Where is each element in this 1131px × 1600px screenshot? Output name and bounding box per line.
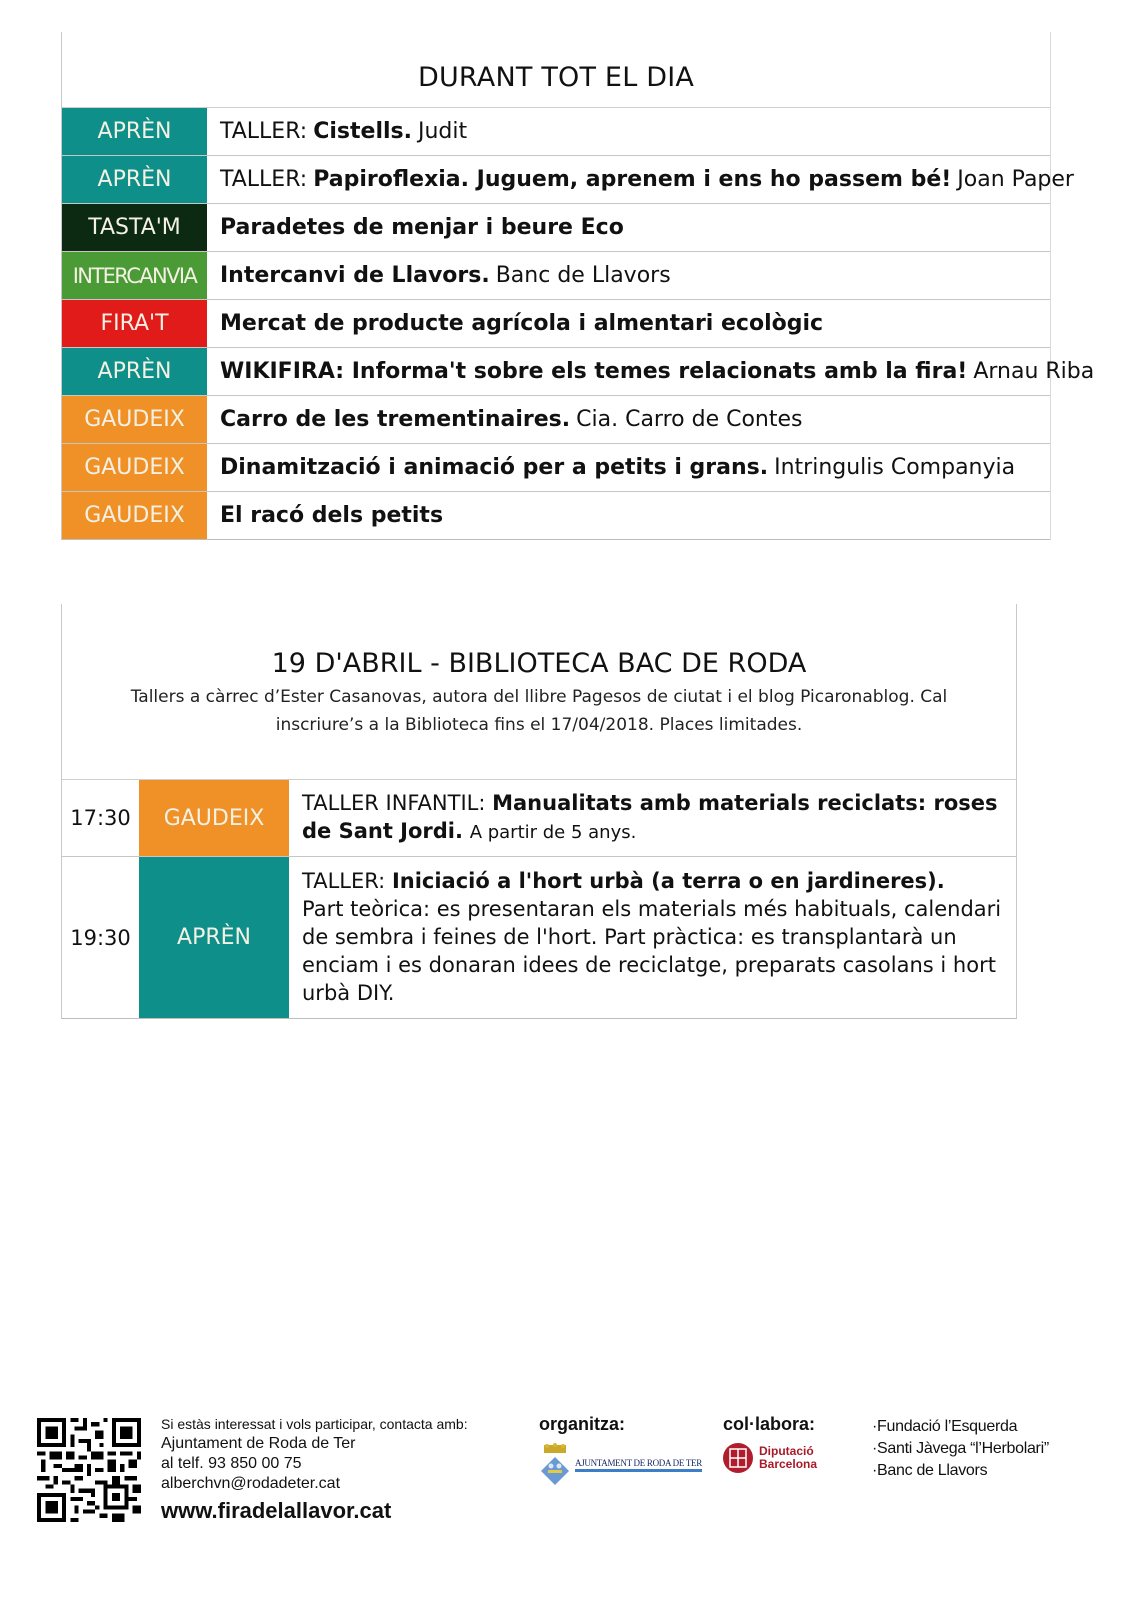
diputacio-logo xyxy=(723,1443,817,1473)
activity-host: Banc de Llavors xyxy=(495,263,671,288)
collaborator-block xyxy=(723,1414,817,1473)
library-header xyxy=(62,604,1016,780)
library-title: 19 D'ABRIL - BIBLIOTECA BAC DE RODA xyxy=(271,648,807,679)
activity-description xyxy=(207,252,1050,299)
activity-title: Dinamització i animació per a petits i grans. xyxy=(220,455,769,480)
schedule-row xyxy=(62,156,1074,204)
activity-prefix: TALLER: xyxy=(220,167,308,192)
category-badge: GAUDEIX xyxy=(139,780,289,856)
organizer-block xyxy=(539,1414,702,1487)
activity-title: Papiroflexia. Juguem, aprenem i ens ho passem bé! xyxy=(313,167,952,192)
library-subtitle-line: Tallers a càrrec d’Ester Casanovas, autora del llibre Pagesos de ciutat i el blog Picaronablog. Cal xyxy=(130,687,948,707)
activity-title: Carro de les trementinaires. xyxy=(220,407,571,432)
partner-item: ·Fundació l’Esquerda xyxy=(872,1418,1018,1435)
qr-code[interactable] xyxy=(37,1418,141,1522)
activity-title: WIKIFIRA: Informa't sobre els temes relacionats amb la fira! xyxy=(220,359,968,384)
category-badge: INTERCANVIA xyxy=(62,252,207,299)
activity-description xyxy=(207,300,1050,347)
ajuntament-logo xyxy=(539,1443,702,1487)
partner-item: ·Banc de Llavors xyxy=(872,1462,988,1479)
schedule-row xyxy=(62,492,1050,540)
activity-title: Paradetes de menjar i beure Eco xyxy=(220,215,624,240)
activity-prefix: TALLER: xyxy=(220,119,308,144)
contact-intro: Si estàs interessat i vols participar, contacta amb: xyxy=(161,1416,468,1432)
activity-host: Judit xyxy=(417,119,468,144)
activity-description xyxy=(207,108,1050,155)
activity-title: Intercanvi de Llavors. xyxy=(220,263,490,288)
activity-title: Iniciació a l'hort urbà (a terra o en jardineres). xyxy=(391,869,945,893)
all-day-title: DURANT TOT EL DIA xyxy=(62,32,1050,108)
activity-description xyxy=(207,444,1050,491)
schedule-row xyxy=(62,348,1095,396)
timed-schedule-row xyxy=(62,857,1016,1018)
library-subtitle xyxy=(62,683,1016,739)
contact-email[interactable]: alberchvn@rodadeter.cat xyxy=(161,1475,341,1492)
diputacio-line1: Diputació xyxy=(759,1444,814,1458)
category-badge: FIRA'T xyxy=(62,300,207,347)
activity-host: Intringulis Companyia xyxy=(774,455,1016,480)
category-badge: GAUDEIX xyxy=(62,396,207,443)
activity-host: Arnau Riba xyxy=(973,359,1095,384)
schedule-row xyxy=(62,204,1050,252)
library-schedule-table xyxy=(61,604,1017,1019)
activity-description xyxy=(207,492,1050,539)
library-subtitle-line: inscriure’s a la Biblioteca fins el 17/04/2018. Places limitades. xyxy=(275,715,803,735)
activity-host: Joan Paper xyxy=(957,167,1074,192)
ajuntament-logo-text: AJUNTAMENT DE RODA DE TER xyxy=(575,1458,702,1472)
schedule-row xyxy=(62,300,1050,348)
website-link[interactable]: www.firadelallavor.cat xyxy=(161,1498,392,1523)
category-badge: GAUDEIX xyxy=(62,492,207,539)
all-day-schedule-table xyxy=(61,32,1095,540)
activity-title: Manualitats amb materials reciclats: roses de Sant Jordi. xyxy=(302,791,998,843)
organitza-label: organitza: xyxy=(539,1414,626,1434)
contact-block xyxy=(161,1414,468,1524)
activity-description xyxy=(289,780,1016,856)
category-badge: APRÈN xyxy=(62,108,207,155)
schedule-row xyxy=(62,252,1050,300)
activity-description xyxy=(207,348,1094,395)
category-badge: APRÈN xyxy=(139,857,289,1018)
activity-description xyxy=(207,204,1050,251)
partner-item: ·Santi Jàvega “l’Herbolari” xyxy=(872,1440,1049,1457)
category-badge: GAUDEIX xyxy=(62,444,207,491)
activity-description xyxy=(207,396,1050,443)
event-time: 19:30 xyxy=(70,925,131,950)
collabora-label: col·labora: xyxy=(723,1414,816,1434)
partners-list xyxy=(872,1416,1049,1482)
contact-organization: Ajuntament de Roda de Ter xyxy=(161,1435,356,1452)
schedule-row xyxy=(62,444,1050,492)
schedule-row xyxy=(62,108,1050,156)
activity-title: Cistells. xyxy=(313,119,412,144)
event-time: 17:30 xyxy=(70,806,131,830)
activity-title: El racó dels petits xyxy=(220,503,444,528)
activity-details: Part teòrica: es presentaran els materials més habituals, calendari de sembra i feines de l'hort. Part pràctica: es transplantarà un enciam i es donaran idees de reciclatge, preparats casolans i hort urbà DIY. xyxy=(302,897,1002,1005)
category-badge: APRÈN xyxy=(62,156,207,203)
diputacio-line2: Barcelona xyxy=(759,1457,818,1471)
coat-of-arms-icon xyxy=(539,1443,571,1487)
diputacio-emblem-icon xyxy=(723,1443,753,1473)
activity-prefix: TALLER: xyxy=(302,869,386,893)
diputacio-logo-text xyxy=(759,1445,817,1471)
activity-host: Cia. Carro de Contes xyxy=(576,407,803,432)
activity-description xyxy=(289,857,1016,1018)
timed-schedule-row xyxy=(62,780,1016,857)
activity-description xyxy=(207,156,1074,203)
activity-note: A partir de 5 anys. xyxy=(469,822,637,843)
activity-prefix: TALLER INFANTIL: xyxy=(302,791,486,815)
contact-phone[interactable]: al telf. 93 850 00 75 xyxy=(161,1455,302,1472)
category-badge: TASTA'M xyxy=(62,204,207,251)
schedule-row xyxy=(62,396,1050,444)
activity-title: Mercat de producte agrícola i almentari ecològic xyxy=(220,311,824,336)
category-badge: APRÈN xyxy=(62,348,207,395)
